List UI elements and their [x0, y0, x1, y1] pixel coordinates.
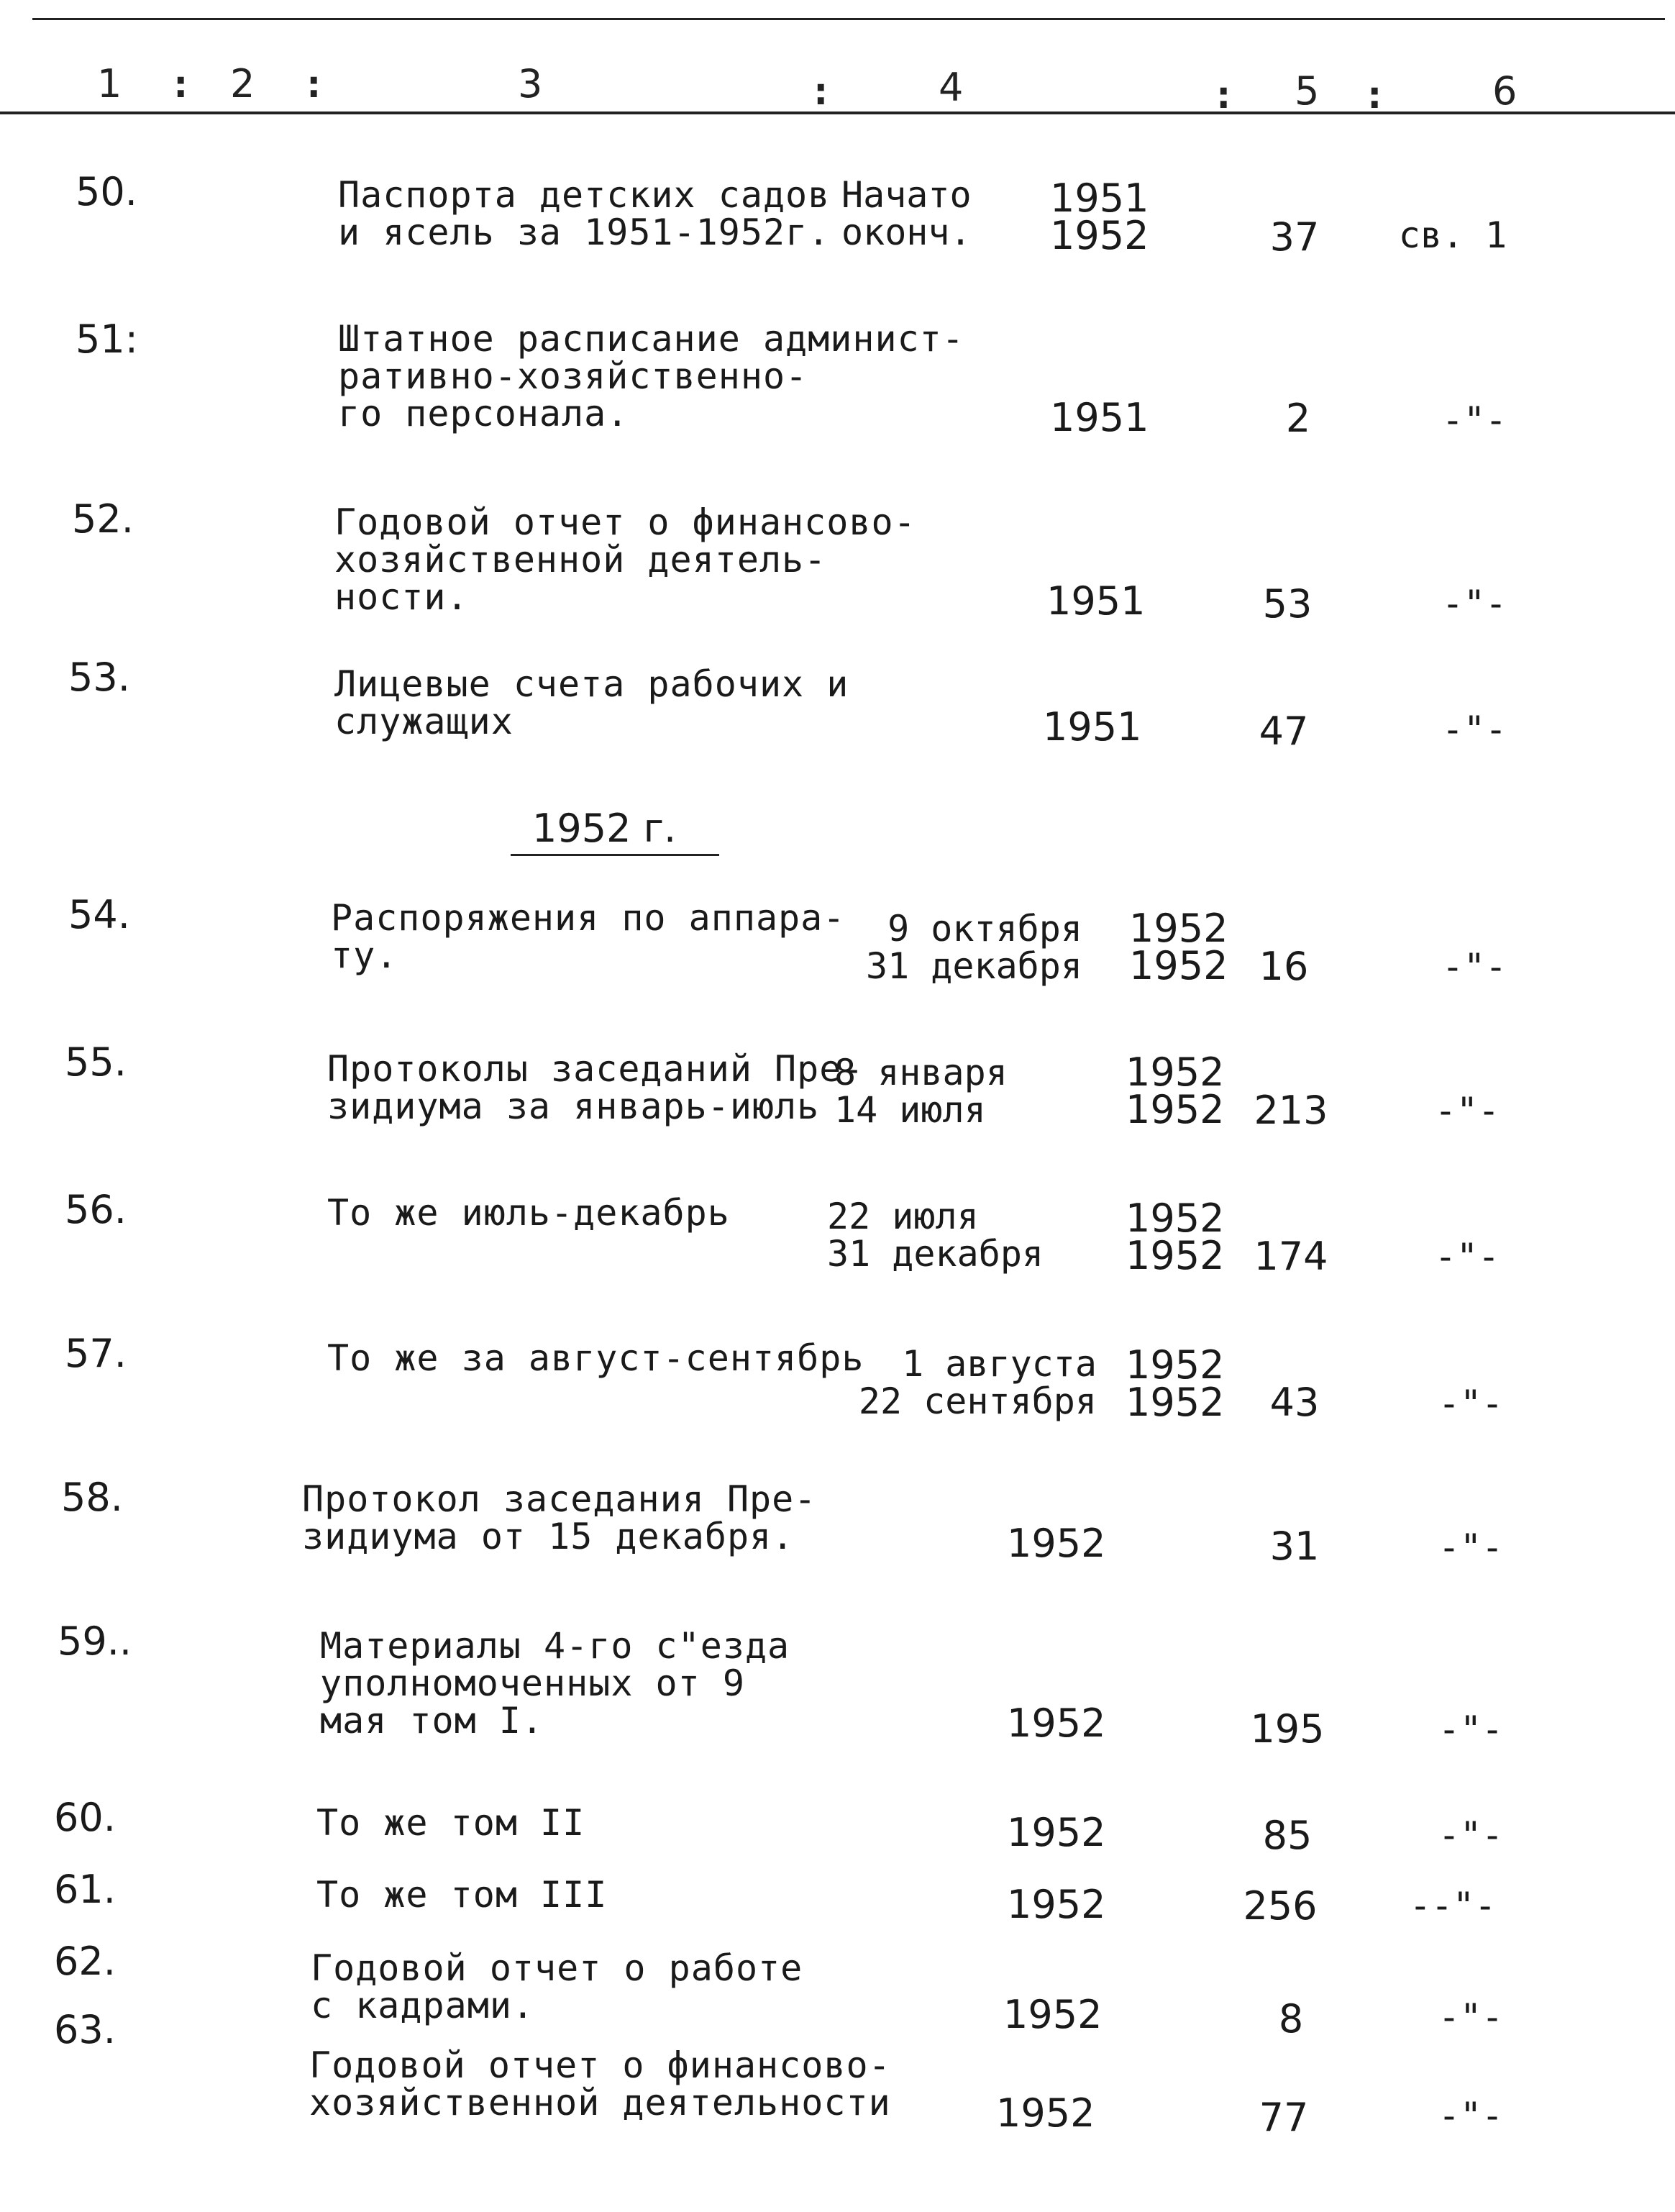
- row-years: 1951: [1043, 704, 1142, 750]
- col-separator: :: [809, 68, 833, 114]
- row-date: 22 июля 31 декабря: [827, 1196, 1044, 1275]
- row-years: 1952: [1003, 1992, 1103, 2037]
- row-title: То же июль-декабрь: [327, 1192, 730, 1234]
- row-years: 1952: [1007, 1521, 1106, 1566]
- col-header-1: 1: [97, 61, 122, 106]
- row-sheets: 8: [1278, 1996, 1304, 2042]
- row-note: -"-: [1434, 1090, 1500, 1132]
- col-separator: :: [302, 61, 326, 106]
- row-number: 54.: [68, 892, 130, 937]
- row-number: 50.: [76, 169, 137, 214]
- row-sheets: 31: [1269, 1524, 1320, 1569]
- row-number: 59..: [58, 1619, 132, 1664]
- row-title: Лицевые счета рабочих и служащих: [334, 663, 849, 742]
- row-years: 1951: [1050, 395, 1149, 440]
- row-sheets: 85: [1262, 1813, 1313, 1858]
- row-years: 1951 1952: [1050, 176, 1149, 258]
- row-sheets: 77: [1259, 2095, 1309, 2140]
- row-sheets: 16: [1259, 944, 1309, 989]
- row-title: Годовой отчет о работе с кадрами.: [311, 1947, 803, 2026]
- row-title: Протоколы заседаний Пре- зидиума за январь-июль: [327, 1048, 864, 1127]
- row-date: 8 января 14 июля: [834, 1052, 1008, 1131]
- row-number: 61.: [54, 1867, 116, 1912]
- row-note: -"-: [1441, 709, 1507, 750]
- row-number: 60.: [54, 1795, 116, 1840]
- row-title: То же за август-сентябрь: [327, 1337, 864, 1379]
- row-years: 1952: [1007, 1701, 1106, 1746]
- row-number: 58.: [61, 1475, 123, 1520]
- top-rule: [32, 18, 1665, 20]
- row-title: Годовой отчет о финансово- хозяйственной деятель- ности.: [334, 501, 916, 618]
- row-note: -"-: [1438, 1996, 1504, 2038]
- row-years: 1952 1952: [1126, 1196, 1225, 1278]
- row-note: -"-: [1438, 1383, 1504, 1424]
- row-title: Штатное расписание админист- ративно-хозяйственно- го персонала.: [338, 318, 964, 434]
- row-sheets: 53: [1262, 581, 1313, 627]
- col-header-3: 3: [518, 61, 543, 106]
- row-date: Начато оконч.: [841, 174, 972, 253]
- row-sheets: 213: [1254, 1088, 1328, 1133]
- row-years: 1952: [1007, 1882, 1106, 1927]
- row-years: 1952 1952: [1126, 1050, 1225, 1132]
- row-years: 1952: [1007, 1810, 1106, 1855]
- row-number: 51:: [76, 317, 138, 362]
- row-number: 52.: [72, 496, 134, 542]
- row-note: -"-: [1434, 1236, 1500, 1278]
- row-title: Паспорта детских садов и ясель за 1951-1952г.: [338, 174, 831, 253]
- col-header-5: 5: [1295, 68, 1320, 114]
- row-note: -"-: [1441, 583, 1507, 624]
- row-note: св. 1: [1398, 214, 1507, 256]
- row-title: Распоряжения по аппара- ту.: [331, 897, 846, 976]
- row-number: 53.: [68, 655, 130, 700]
- row-number: 56.: [65, 1187, 127, 1232]
- row-number: 57.: [65, 1331, 127, 1376]
- row-sheets: 2: [1285, 396, 1311, 441]
- row-number: 55.: [65, 1039, 127, 1085]
- row-date: 1 августа 22 сентября: [858, 1343, 1097, 1422]
- col-header-2: 2: [230, 61, 255, 106]
- row-number: 63.: [54, 2007, 116, 2052]
- row-sheets: 37: [1269, 214, 1320, 260]
- row-number: 62.: [54, 1939, 116, 1984]
- row-sheets: 256: [1243, 1883, 1318, 1929]
- row-title: То же том III: [316, 1874, 608, 1916]
- row-note: -"-: [1438, 2095, 1504, 2136]
- row-note: -"-: [1441, 946, 1507, 988]
- col-separator: :: [1363, 72, 1387, 117]
- row-note: -"-: [1441, 399, 1507, 441]
- row-sheets: 195: [1250, 1706, 1325, 1752]
- row-years: 1952 1952: [1126, 1342, 1225, 1425]
- col-separator: :: [1212, 72, 1236, 117]
- row-sheets: 43: [1269, 1380, 1320, 1425]
- col-header-4: 4: [939, 65, 964, 110]
- row-title: То же том II: [316, 1802, 585, 1844]
- row-title: Материалы 4-го с"езда уполномоченных от 9 мая том I.: [320, 1625, 790, 1742]
- row-years: 1952 1952: [1129, 906, 1228, 988]
- row-sheets: 174: [1254, 1234, 1328, 1279]
- col-separator: :: [169, 61, 193, 106]
- row-date: 9 октября 31 декабря: [865, 908, 1082, 987]
- section-heading: 1952 г.: [511, 806, 719, 856]
- row-years: 1952: [996, 2090, 1095, 2136]
- row-note: -"-: [1438, 1708, 1504, 1750]
- row-note: -"-: [1438, 1814, 1504, 1856]
- row-title: Протокол заседания Пре- зидиума от 15 декабря.: [302, 1478, 817, 1557]
- row-sheets: 47: [1259, 709, 1309, 754]
- header-bottom-rule: [0, 111, 1675, 114]
- col-header-6: 6: [1492, 68, 1517, 114]
- row-title: Годовой отчет о финансово- хозяйственной деятельности: [309, 2044, 891, 2124]
- row-note: --"-: [1409, 1885, 1497, 1926]
- row-years: 1951: [1046, 578, 1146, 624]
- row-note: -"-: [1438, 1526, 1504, 1568]
